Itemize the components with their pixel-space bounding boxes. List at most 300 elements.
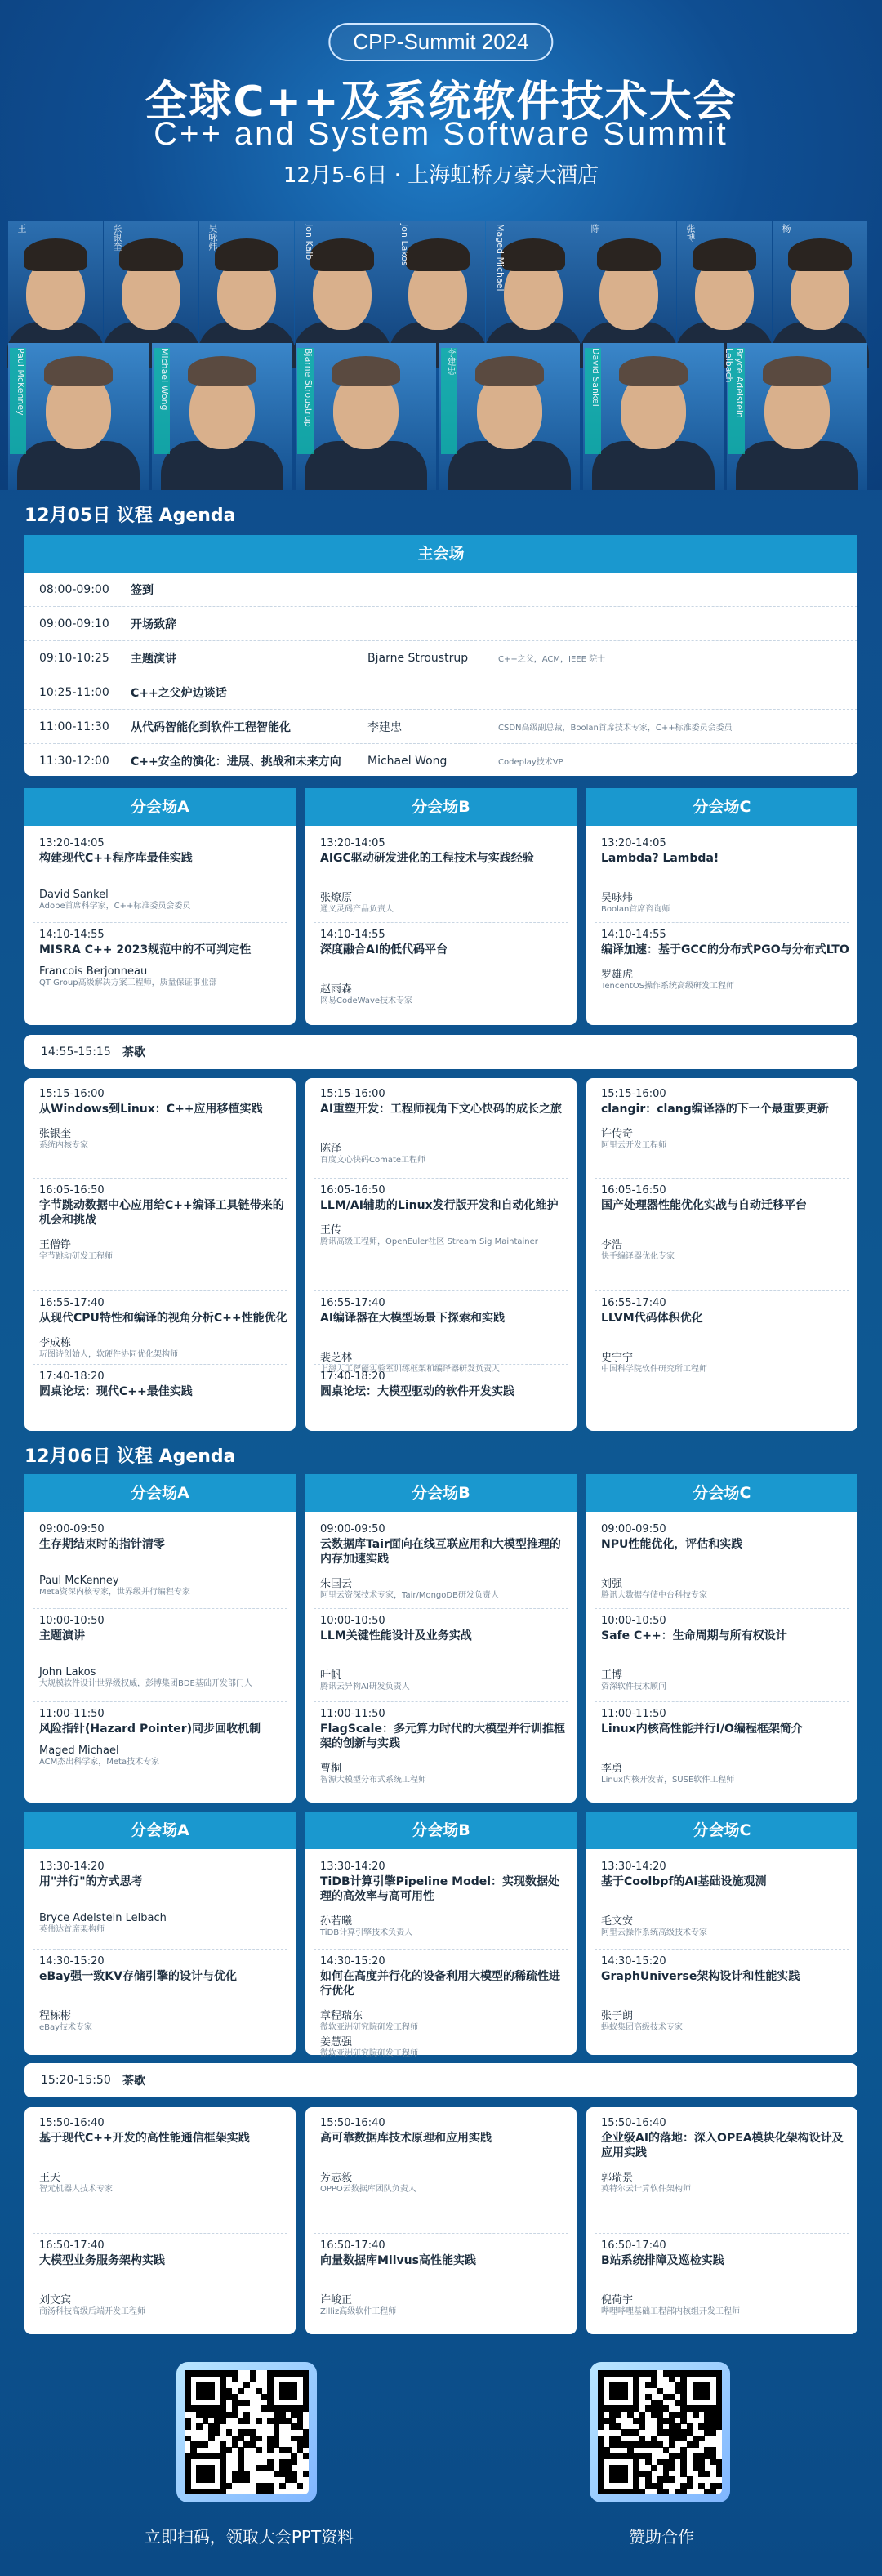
row-time: 09:00-09:10 (39, 617, 109, 631)
session (39, 2240, 287, 2317)
track-header: 分会场C (586, 1812, 858, 1849)
session-time: 13:20-14:05 (320, 837, 385, 849)
session-divider (33, 2233, 287, 2234)
speaker-name: 史宁宁 (601, 1352, 634, 1364)
session-divider (595, 1701, 849, 1702)
row-time: 11:00-11:30 (39, 720, 109, 733)
session-card (305, 1078, 577, 1431)
speaker-hair (310, 238, 374, 271)
spacer (39, 866, 287, 889)
speaker-desc: QT Group高级解决方案工程师，质量保证事业部 (39, 978, 217, 987)
speaker-desc: 上海人工智能实验室训练框架和编译器研发负责人 (320, 1365, 500, 1374)
session-title: LLM/AI辅助的Linux发行版开发和自动化维护 (320, 1199, 559, 1212)
spacer (601, 1552, 849, 1575)
session-divider (314, 1608, 568, 1609)
session (320, 1088, 568, 1165)
qr-module (243, 2400, 250, 2406)
speaker-desc: 快手编译器优化专家 (601, 1252, 675, 1261)
qr-module (256, 2436, 262, 2442)
break-time: 14:55-15:15 (41, 1045, 111, 1058)
session-time: 13:30-14:20 (39, 1861, 105, 1873)
speaker-name: David Sankel (39, 889, 109, 901)
session-time: 14:10-14:55 (320, 929, 385, 941)
tea-break-day2 (24, 2063, 858, 2097)
session-time: 10:00-10:50 (320, 1615, 385, 1627)
speaker-photos (8, 221, 874, 490)
session-divider (314, 1290, 568, 1291)
speaker-name: Francois Berjonneau (39, 965, 148, 978)
session-divider (33, 1608, 287, 1609)
speaker-name: 赵雨森 (320, 983, 353, 996)
session (39, 1615, 287, 1689)
hero-banner (0, 0, 882, 490)
qr-module (214, 2429, 220, 2436)
speaker-name: 许峻正 (320, 2294, 353, 2306)
row-time: 09:10-10:25 (39, 651, 109, 665)
session-card (24, 788, 296, 1025)
speaker-name: 王僧铮 (39, 1239, 72, 1251)
speaker-name: 杨 (781, 224, 791, 233)
session-title: 大模型业务服务架构实践 (39, 2254, 165, 2267)
speaker-desc: ACM杰出科学家，Meta技术专家 (39, 1758, 160, 1767)
qr-code-ppt[interactable] (176, 2362, 317, 2502)
session-title: Safe C++：生命周期与所有权设计 (601, 1629, 787, 1642)
session (39, 1955, 287, 2033)
session-time: 15:15-16:00 (320, 1088, 385, 1100)
speaker-desc: 智源大模型分布式系统工程师 (320, 1776, 426, 1785)
session (320, 2117, 568, 2195)
speaker-hair (788, 238, 852, 271)
session-time: 10:00-10:50 (601, 1615, 666, 1627)
spacer (320, 1999, 568, 2007)
session-card (586, 2107, 858, 2334)
session-title: 从现代CPU特性和编译的视角分析C++性能优化 (39, 1312, 287, 1325)
spacer (39, 1736, 287, 1745)
session-time: 14:30-15:20 (601, 1955, 666, 1968)
spacer (601, 957, 849, 965)
qr-module (279, 2483, 286, 2489)
speaker-desc: 大规模软件设计世界级权威，彭博集团BDE基础开发部门人 (39, 1679, 252, 1688)
session (39, 1297, 287, 1360)
session (320, 1297, 568, 1375)
speaker-name: 李勇 (601, 1763, 623, 1775)
qr-module (710, 2429, 717, 2436)
session (601, 1523, 849, 1601)
main-hall-card (24, 535, 858, 776)
qr-module (621, 2394, 628, 2400)
session-divider (595, 1949, 849, 1950)
session (601, 2240, 849, 2317)
break-name: 茶歇 (122, 2075, 145, 2088)
session (320, 2240, 568, 2317)
qr-module (267, 2447, 274, 2453)
speaker-name: 王 (16, 224, 27, 233)
qr-module (267, 2489, 274, 2495)
row-time: 11:30-12:00 (39, 754, 109, 768)
session (39, 1523, 287, 1598)
speaker-name: Michael Wong (154, 348, 170, 454)
speaker-desc: 腾讯云异构AI研发负责人 (320, 1682, 410, 1691)
qr-module (226, 2447, 233, 2453)
speaker-name: 张银奎 (39, 1128, 72, 1140)
session-divider (33, 1178, 287, 1179)
speaker-hair (215, 238, 278, 271)
session (601, 1297, 849, 1375)
speaker-desc: Adobe首席科学家，C++标准委员会委员 (39, 902, 191, 911)
speaker-hair (693, 238, 756, 271)
qr-module (616, 2412, 622, 2418)
speaker-name: 张银奎 (112, 224, 122, 251)
session-title: 圆桌论坛：大模型驱动的软件开发实践 (320, 1385, 514, 1398)
qr-module (303, 2405, 310, 2412)
session-card (24, 1812, 296, 2055)
session (601, 1861, 849, 1938)
speaker-desc: 玩图诗创始人，软硬件协同优化架构师 (39, 1350, 178, 1359)
speaker-desc: TencentOS操作系统高级研发工程师 (601, 982, 735, 991)
speaker-desc: 英伟达首席架构师 (39, 1925, 105, 1934)
session-time: 15:50-16:40 (39, 2117, 105, 2129)
qr-module (220, 2489, 226, 2495)
session-card (305, 1474, 577, 1803)
session (320, 1955, 568, 2059)
speaker-name: Maged Michael (39, 1745, 119, 1757)
speaker-name: 王天 (39, 2172, 61, 2184)
session-time: 15:50-16:40 (601, 2117, 666, 2129)
session-time: 16:05-16:50 (601, 1184, 666, 1197)
tea-break-day1 (24, 1035, 858, 1069)
spacer (320, 957, 568, 980)
speaker-name: 许传奇 (601, 1128, 634, 1140)
speaker-hair (188, 356, 256, 386)
session-title: GraphUniverse架构设计和性能实践 (601, 1970, 800, 1983)
speaker-name: Paul McKenney (39, 1575, 119, 1587)
speaker-desc: 哔哩哔哩基础工程部内核组开发工程师 (601, 2307, 740, 2316)
session (39, 1708, 287, 1767)
spacer (601, 1984, 849, 2007)
session (320, 1615, 568, 1692)
qr-module (663, 2489, 670, 2495)
day1-title: 12月05日 议程 Agenda (24, 506, 236, 526)
speaker-name: 李成栋 (39, 1337, 72, 1349)
qr-module (196, 2423, 203, 2430)
session-title: 主题演讲 (39, 1629, 85, 1642)
session-card (586, 1474, 858, 1803)
speaker-name: 李浩 (601, 1239, 623, 1251)
spacer (601, 1326, 849, 1348)
session-title: TiDB计算引擎Pipeline Model：实现数据处理的高效率与高可用性 (320, 1875, 560, 1903)
speaker-desc: 英特尔云计算软件架构师 (601, 2185, 691, 2194)
qr-module (704, 2394, 710, 2400)
spacer (601, 1889, 849, 1912)
qr-module (639, 2489, 646, 2495)
main-hall-header: 主会场 (24, 535, 858, 573)
session-time: 09:00-09:50 (601, 1523, 666, 1535)
qr-module (250, 2376, 256, 2382)
spacer (601, 1643, 849, 1666)
session (39, 837, 287, 911)
agenda-row (24, 641, 858, 675)
session (39, 1861, 287, 1935)
speaker-name: Maged Michael (495, 224, 506, 292)
qr-module (232, 2376, 238, 2382)
speaker-name: 芳志毅 (320, 2172, 353, 2184)
session-time: 16:50-17:40 (601, 2240, 666, 2252)
session (601, 2117, 849, 2195)
spacer (601, 1736, 849, 1759)
qr-module (698, 2436, 705, 2442)
session-divider (33, 1949, 287, 1950)
session-title: 用"并行"的方式思考 (39, 1875, 143, 1888)
agenda-row (24, 744, 858, 778)
spacer (320, 1567, 568, 1575)
speaker-name: 倪荷宇 (601, 2294, 634, 2306)
session (39, 1088, 287, 1151)
speaker-name: 李建忠 (441, 348, 457, 454)
speaker-desc: 蚂蚁集团高级技术专家 (601, 2023, 683, 2032)
speaker-name: Bryce Adelstein Lelbach (728, 348, 745, 454)
spacer (320, 2268, 568, 2291)
qr-module (203, 2441, 209, 2448)
qr-module (716, 2483, 723, 2489)
spacer (39, 2146, 287, 2168)
session (320, 1708, 568, 1785)
speaker-name: 陈泽 (320, 1143, 342, 1155)
qr-module (639, 2423, 646, 2430)
track-header: 分会场B (305, 788, 577, 826)
row-title: C++安全的演化：进展、挑战和未来方向 (131, 755, 341, 769)
speaker-name: Bryce Adelstein Lelbach (39, 1912, 167, 1924)
session (320, 1523, 568, 1601)
session-divider (314, 922, 568, 923)
session-title: Linux内核高性能并行I/O编程框架简介 (601, 1723, 803, 1736)
session-title: AIGC驱动研发进化的工程技术与实践经验 (320, 852, 534, 865)
session-title: 字节跳动数据中心应用给C++编译工具链带来的机会和挑战 (39, 1199, 284, 1227)
spacer (601, 866, 849, 889)
session-divider (314, 1364, 568, 1365)
qr-module (297, 2483, 304, 2489)
session-title: 基于现代C++开发的高性能通信框架实践 (39, 2132, 250, 2145)
session-time: 11:00-11:50 (39, 1708, 105, 1720)
spacer (320, 1399, 568, 1422)
break-time: 15:20-15:50 (41, 2074, 111, 2087)
speaker-name: Jon Lakos (399, 224, 410, 266)
speaker-photo (296, 343, 436, 490)
qr-module (208, 2436, 215, 2442)
session-time: 13:20-14:05 (601, 837, 666, 849)
row-desc: C++之父，ACM，IEEE 院士 (498, 655, 606, 664)
session-card (305, 788, 577, 1025)
speaker-hair (763, 356, 831, 386)
session-time: 13:30-14:20 (601, 1861, 666, 1873)
speaker-hair (24, 238, 87, 271)
agenda-row (24, 675, 858, 710)
qr-module (693, 2412, 699, 2418)
speaker-name: 张子朗 (601, 2010, 634, 2022)
session-card (24, 2107, 296, 2334)
speaker-name: John Lakos (39, 1666, 96, 1678)
speaker-desc: 字节跳动研发工程师 (39, 1252, 113, 1261)
qr-module (243, 2476, 250, 2483)
session-title: 如何在高度并行化的设备利用大模型的稀疏性进行优化 (320, 1970, 560, 1998)
session-divider (595, 2233, 849, 2234)
session (320, 1370, 568, 1422)
session-title: 构建现代C++程序库最佳实践 (39, 852, 193, 865)
session-time: 17:40-18:20 (320, 1370, 385, 1383)
session-time: 15:50-16:40 (320, 2117, 385, 2129)
row-title: 从代码智能化到软件工程智能化 (131, 720, 291, 734)
session-divider (33, 1701, 287, 1702)
speaker-hair (406, 238, 470, 271)
qr-module (669, 2476, 675, 2483)
speaker-desc: 阿里云开发工程师 (601, 1141, 666, 1150)
spacer (39, 2268, 287, 2291)
qr2-label: 赞助合作 (629, 2527, 694, 2547)
session (320, 929, 568, 1006)
speaker-desc: 智元机器人技术专家 (39, 2185, 113, 2194)
row-time: 08:00-09:00 (39, 582, 109, 596)
speaker-hair (475, 356, 544, 386)
qr-module (238, 2388, 244, 2395)
session-time: 14:10-14:55 (39, 929, 105, 941)
track-header: 分会场C (586, 1474, 858, 1512)
session-time: 17:40-18:20 (39, 1370, 105, 1383)
session-divider (314, 1949, 568, 1950)
session-title: 风险指针(Hazard Pointer)同步回收机制 (39, 1723, 261, 1736)
qr1-label: 立即扫码，领取大会PPT资料 (144, 2527, 354, 2547)
session-divider (33, 1290, 287, 1291)
speaker-name: 叶帆 (320, 1669, 342, 1682)
qr-code-sponsor[interactable] (590, 2362, 730, 2502)
session-title: eBay强一致KV存储引擎的设计与优化 (39, 1970, 237, 1983)
speaker-desc: Zilliz高级软件工程师 (320, 2307, 397, 2316)
speaker-desc: Boolan首席咨询师 (601, 905, 670, 914)
session-title: AI重塑开发：工程师视角下文心快码的成长之旅 (320, 1103, 563, 1116)
session-title: LLVM代码体积优化 (601, 1312, 703, 1325)
speaker-hair (119, 238, 183, 271)
speaker-name: 王博 (601, 1669, 623, 1682)
spacer (320, 1643, 568, 1666)
qr-module (621, 2476, 628, 2483)
speaker-name: 罗雄虎 (601, 969, 634, 981)
session (39, 1184, 287, 1262)
track-header: 分会场B (305, 1812, 577, 1849)
qr-module (256, 2418, 262, 2424)
spacer (39, 1228, 287, 1236)
event-pill: CPP-Summit 2024 (328, 23, 553, 61)
session-title: 高可靠数据库技术原理和应用实践 (320, 2132, 492, 2145)
session-time: 13:20-14:05 (39, 837, 105, 849)
session-divider (595, 1178, 849, 1179)
speaker-name: 裴芝林 (320, 1352, 353, 1364)
speaker-name: 张燎原 (320, 892, 353, 904)
spacer (39, 957, 287, 965)
session-time: 11:00-11:50 (320, 1708, 385, 1720)
session-title: 基于Coolbpf的AI基础设施观测 (601, 1875, 767, 1888)
qr-module (303, 2471, 310, 2477)
speaker-name: Paul McKenney (10, 348, 26, 454)
qr-module (669, 2441, 675, 2448)
session-title: 向量数据库Milvus高性能实践 (320, 2254, 476, 2267)
session-card (586, 788, 858, 1025)
speaker-name: 郭瑞景 (601, 2172, 634, 2184)
row-title: 主题演讲 (131, 652, 176, 666)
speaker-photo (152, 343, 292, 490)
qr-module (291, 2459, 297, 2466)
session-title: MISRA C++ 2023规范中的不可判定性 (39, 943, 252, 956)
qr-module (680, 2489, 687, 2495)
speaker-desc: 商汤科技高级后端开发工程师 (39, 2307, 145, 2316)
speaker-hair (501, 238, 565, 271)
qr-module (716, 2423, 723, 2430)
track-header: 分会场C (586, 788, 858, 826)
qr-module (256, 2447, 262, 2453)
speaker-name: 章程瑞东 (320, 2010, 363, 2022)
speaker-desc: 通义灵码产品负责人 (320, 905, 394, 914)
speaker-desc: 阿里云资深技术专家，Tair/MongoDB研发负责人 (320, 1591, 499, 1600)
spacer (320, 1326, 568, 1348)
speaker-photo (583, 343, 724, 490)
event-date-venue: 12月5-6日 · 上海虹桥万豪大酒店 (283, 163, 599, 188)
session-time: 13:30-14:20 (320, 1861, 385, 1873)
speaker-photo (724, 343, 867, 490)
qr-module (226, 2483, 233, 2489)
speaker-name: 孙若曦 (320, 1915, 353, 1928)
spacer (320, 2146, 568, 2168)
track-header: 分会场A (24, 1474, 296, 1512)
speaker-desc: 阿里云操作系统高级技术专家 (601, 1928, 707, 1937)
session-time: 10:00-10:50 (39, 1615, 105, 1627)
session-divider (33, 922, 287, 923)
session-divider (33, 1364, 287, 1365)
session-time: 16:55-17:40 (320, 1297, 385, 1309)
session-time: 14:30-15:20 (320, 1955, 385, 1968)
qr-module (208, 2476, 215, 2483)
break-name: 茶歇 (122, 1046, 145, 1059)
session (320, 1184, 568, 1247)
speaker-name: 刘强 (601, 1578, 623, 1590)
session-title: clangir：clang编译器的下一个最重要更新 (601, 1103, 829, 1116)
speaker-desc: 腾讯高级工程师，OpenEuler社区 Stream Sig Maintainer (320, 1237, 538, 1246)
qr-module (669, 2465, 675, 2471)
session-time: 16:55-17:40 (601, 1297, 666, 1309)
row-title: 开场致辞 (131, 617, 176, 631)
qr-module (303, 2441, 310, 2448)
spacer (39, 1399, 287, 1422)
session-title: FlagScale：多元算力时代的大模型并行训推框架的创新与实践 (320, 1723, 565, 1750)
spacer (39, 1116, 287, 1125)
session (601, 929, 849, 992)
session-title: 深度融合AI的低代码平台 (320, 943, 448, 956)
qr-module (185, 2423, 191, 2430)
row-speaker: Bjarne Stroustrup (368, 651, 469, 665)
session-time: 16:05-16:50 (39, 1184, 105, 1197)
session-card (24, 1078, 296, 1431)
session-card (305, 2107, 577, 2334)
speaker-name: 陈 (590, 224, 600, 233)
speaker-name: 朱国云 (320, 1578, 353, 1590)
title-en: C++ and System Software Summit (154, 116, 728, 152)
session-time: 14:30-15:20 (39, 1955, 105, 1968)
session-title: 编译加速：基于GCC的分布式PGO与分布式LTO (601, 943, 849, 956)
session-divider (595, 1608, 849, 1609)
session-time: 14:10-14:55 (601, 929, 666, 941)
qr-module (598, 2423, 604, 2430)
speaker-name: 吴咏炜 (601, 892, 634, 904)
session-time: 16:05-16:50 (320, 1184, 385, 1197)
session-card (305, 1812, 577, 2058)
session-divider (314, 2233, 568, 2234)
speaker-desc: 中国科学院软件研究所工程师 (601, 1365, 707, 1374)
